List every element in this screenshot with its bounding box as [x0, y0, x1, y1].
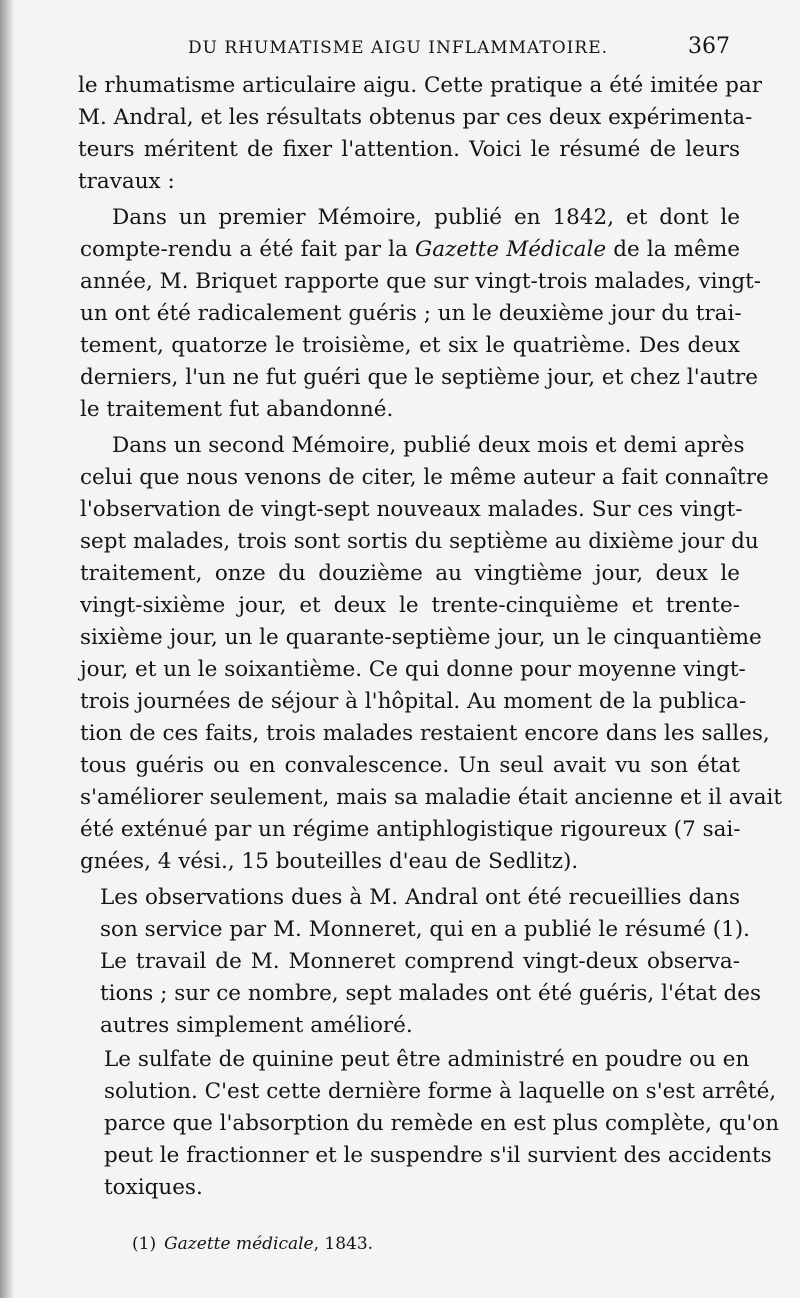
text-line: été exténué par un régime antiphlogistique rigoureux (7 sai-	[80, 817, 741, 842]
text-line: Les observations dues à M. Andral ont été recueillies dans	[100, 885, 740, 910]
footnote-journal-title: Gazette médicale	[164, 1234, 314, 1254]
page-gutter-shadow	[0, 0, 14, 1298]
text-line: tous guéris ou en convalescence. Un seul avait vu son état	[80, 753, 740, 778]
text-line: travaux :	[78, 169, 175, 194]
text-line: sept malades, trois sont sortis du septième au dixième jour du	[80, 529, 759, 554]
text-line: le traitement fut abandonné.	[80, 397, 394, 422]
running-head: DU RHUMATISME AIGU INFLAMMATOIRE.	[188, 38, 609, 58]
footnote	[132, 1234, 373, 1254]
paragraph	[100, 882, 762, 1042]
page-number: 367	[688, 34, 730, 59]
text-line: teurs méritent de fixer l'attention. Voici le résumé de leurs	[78, 137, 740, 162]
text-line: tement, quatorze le troisième, et six le quatrième. Des deux	[80, 333, 740, 358]
text-line: s'améliorer seulement, mais sa maladie était ancienne et il avait	[80, 785, 783, 810]
text-line: M. Andral, et les résultats obtenus par ces deux expérimenta-	[78, 105, 753, 130]
text-line: parce que l'absorption du remède en est plus complète, qu'on	[104, 1111, 780, 1136]
text-line: le rhumatisme articulaire aigu. Cette pratique a été imitée par	[78, 73, 763, 98]
paragraph	[78, 70, 763, 198]
paragraph	[104, 1044, 780, 1204]
text-line: traitement, onze du douzième au vingtième jour, deux le	[80, 561, 740, 586]
text-line: gnées, 4 vési., 15 bouteilles d'eau de Sedlitz).	[80, 849, 579, 874]
text-line: sixième jour, un le quarante-septième jour, un le cinquantième	[80, 625, 762, 650]
footnote-year: , 1843.	[313, 1234, 374, 1254]
text-line: un ont été radicalement guéris ; un le deuxième jour du trai-	[80, 301, 742, 326]
text-line: solution. C'est cette dernière forme à laquelle on s'est arrêté,	[104, 1079, 777, 1104]
page-header	[80, 34, 730, 64]
text-line: Le sulfate de quinine peut être administré en poudre ou en	[104, 1047, 750, 1072]
footnote-marker: (1)	[132, 1234, 157, 1254]
text-line: tions ; sur ce nombre, sept malades ont été guéris, l'état des	[100, 981, 762, 1006]
text-line: année, M. Briquet rapporte que sur vingt-trois malades, vingt-	[80, 269, 762, 294]
text-line: Dans un second Mémoire, publié deux mois et demi après	[112, 433, 745, 458]
text-line: son service par M. Monneret, qui en a publié le résumé (1).	[100, 917, 750, 942]
page-body	[70, 70, 783, 1204]
paragraph	[80, 430, 783, 878]
text-line: compte-rendu a été fait par la Gazette Médicale de la même	[80, 237, 741, 262]
text-line: trois journées de séjour à l'hôpital. Au moment de la publica-	[80, 689, 747, 714]
paragraph	[80, 202, 762, 426]
text-line: tion de ces faits, trois malades restaient encore dans les salles,	[80, 721, 770, 746]
text-line: Le travail de M. Monneret comprend vingt-deux observa-	[100, 949, 740, 974]
text-line: autres simplement amélioré.	[100, 1013, 413, 1038]
text-line: vingt-sixième jour, et deux le trente-cinquième et trente-	[80, 593, 740, 618]
text-line: jour, et un le soixantième. Ce qui donne pour moyenne vingt-	[80, 657, 746, 682]
text-line: Dans un premier Mémoire, publié en 1842, et dont le	[112, 205, 740, 230]
text-line: derniers, l'un ne fut guéri que le septième jour, et chez l'autre	[80, 365, 758, 390]
text-line: toxiques.	[104, 1175, 203, 1200]
text-line: peut le fractionner et le suspendre s'il survient des accidents	[104, 1143, 772, 1168]
text-line: celui que nous venons de citer, le même auteur a fait connaître	[80, 465, 769, 490]
journal-title: Gazette Médicale	[415, 237, 607, 262]
text-line: l'observation de vingt-sept nouveaux malades. Sur ces vingt-	[80, 497, 743, 522]
